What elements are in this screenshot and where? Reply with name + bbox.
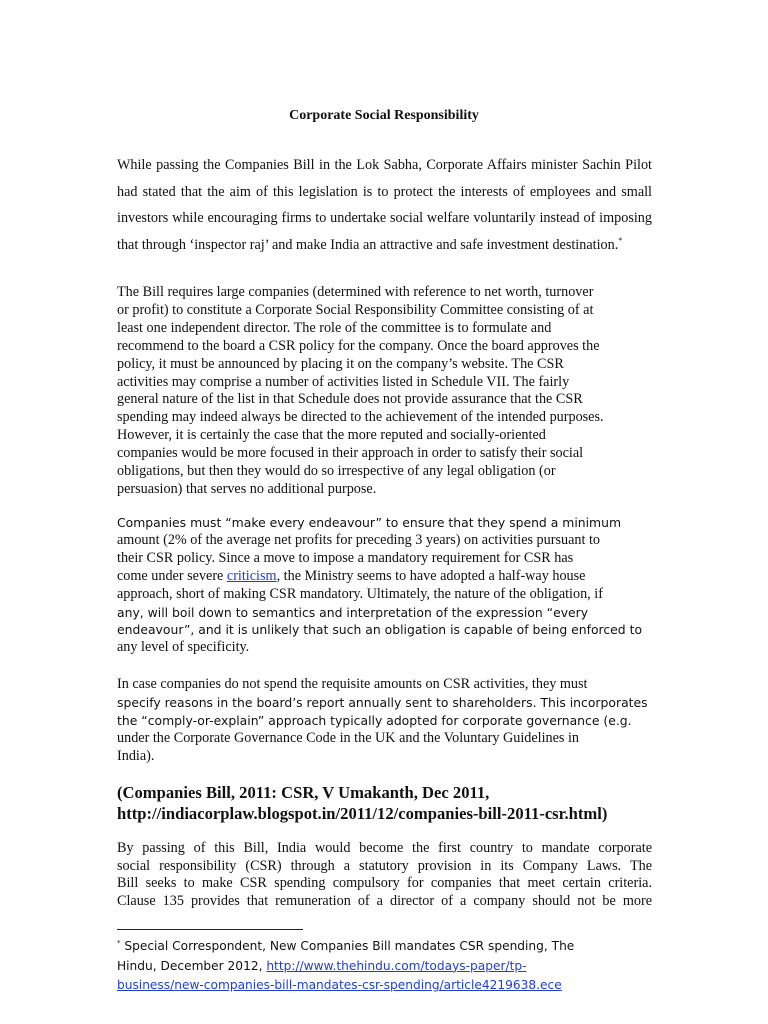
citation-url: http://indiacorplaw.blogspot.in/2011/12/companies-bill-2011-csr.html) xyxy=(117,804,608,823)
intro-paragraph-text: While passing the Companies Bill in the Lok Sabha, Corporate Affairs minister Sachin Pilot had stated that the aim of this legislation is to protect the interests of employees and small investors while encouraging firms to undertake social welfare voluntarily instead of imposing that through ‘inspector raj’ and make India an attractive and safe investment destination. xyxy=(117,157,652,253)
paragraph-line: specify reasons in the board’s report annually sent to shareholders. This incorporates xyxy=(117,694,648,710)
paragraph-line: their CSR policy. Since a move to impose a mandatory requirement for CSR has xyxy=(117,549,574,566)
committee-paragraph xyxy=(117,284,652,499)
paragraph-line: recommend to the board a CSR policy for the company. Once the board approves the xyxy=(117,337,600,354)
paragraph-line: Companies must “make every endeavour” to ensure that they spend a minimum xyxy=(117,515,622,530)
paragraph-line: any level of specificity. xyxy=(117,639,250,656)
paragraph-line: India). xyxy=(117,747,155,764)
paragraph-line: under the Corporate Governance Code in the UK and the Voluntary Guidelines in xyxy=(117,729,580,746)
paragraph-line: obligations, but then they would do so irrespective of any legal obligation (or xyxy=(117,463,556,480)
footnote-url-link[interactable]: http://www.thehindu.com/todays-paper/tp- xyxy=(266,958,527,973)
endeavour-paragraph xyxy=(117,514,652,657)
line-text: come under severe xyxy=(117,567,227,584)
source-citation xyxy=(117,782,677,824)
paragraph-line: Clause 135 provides that remuneration of a director of a company should not be more xyxy=(117,893,652,910)
first-country-paragraph xyxy=(117,840,652,911)
paragraph-line: social responsibility (CSR) through a statutory provision in its Company Laws. The xyxy=(117,857,652,874)
paragraph-line: the “comply-or-explain” approach typically adopted for corporate governance (e.g. xyxy=(117,712,632,728)
footnote-line xyxy=(117,937,677,957)
paragraph-line: or profit) to constitute a Corporate Social Responsibility Committee consisting of at xyxy=(117,301,594,318)
paragraph-line: In case companies do not spend the requisite amounts on CSR activities, they must xyxy=(117,676,588,692)
paragraph-line: endeavour”, and it is unlikely that such an obligation is capable of being enforced to xyxy=(117,622,643,638)
citation-line: (Companies Bill, 2011: CSR, V Umakanth, Dec 2011, xyxy=(117,783,490,802)
footnote-line xyxy=(117,976,677,996)
line-text: , the Ministry seems to have adopted a half-way house xyxy=(276,567,586,584)
paragraph-line xyxy=(117,568,652,586)
paragraph-line: persuasion) that serves no additional purpose. xyxy=(117,480,377,497)
paragraph-line: spending may indeed always be directed to the achievement of the intended purposes. xyxy=(117,409,604,426)
footnote-url-link-continued[interactable]: business/new-companies-bill-mandates-csr-spending/article4219638.ece xyxy=(117,978,562,992)
paragraph-line: Bill seeks to make CSR spending compulsory for companies that meet certain criteria. xyxy=(117,875,652,892)
footnote-text: Hindu, December 2012, xyxy=(117,958,267,973)
footnote-separator xyxy=(117,929,303,930)
paragraph-line: policy, it must be announced by placing it on the company’s website. The CSR xyxy=(117,355,564,372)
footnote-mark: * xyxy=(117,939,121,947)
paragraph-line: activities may comprise a number of activities listed in Schedule VII. The fairly xyxy=(117,373,570,390)
footnote-reference-mark[interactable]: * xyxy=(618,235,623,245)
criticism-link[interactable]: criticism xyxy=(226,567,277,584)
document-title: Corporate Social Responsibility xyxy=(289,108,479,123)
paragraph-line: The Bill requires large companies (determined with reference to net worth, turnover xyxy=(117,284,594,300)
paragraph-line: companies would be more focused in their approach in order to satisfy their social xyxy=(117,445,584,462)
footnote-text: Special Correspondent, New Companies Bill mandates CSR spending, The xyxy=(120,939,575,953)
paragraph-line: least one independent director. The role of the committee is to formulate and xyxy=(117,319,552,336)
paragraph-line: any, will boil down to semantics and interpretation of the expression “every xyxy=(117,604,589,620)
footnote xyxy=(117,937,677,996)
comply-explain-paragraph xyxy=(117,676,652,766)
paragraph-line: approach, short of making CSR mandatory. Ultimately, the nature of the obligation, if xyxy=(117,585,603,602)
paragraph-line: By passing of this Bill, India would become the first country to mandate corporate xyxy=(117,840,652,856)
paragraph-line: general nature of the list in that Schedule does not provide assurance that the CSR xyxy=(117,391,583,408)
footnote-line xyxy=(117,957,677,977)
paragraph-line: However, it is certainly the case that the more reputed and socially-oriented xyxy=(117,427,546,444)
paragraph-line: amount (2% of the average net profits for preceding 3 years) on activities pursuant to xyxy=(117,531,600,548)
intro-paragraph xyxy=(117,152,652,258)
